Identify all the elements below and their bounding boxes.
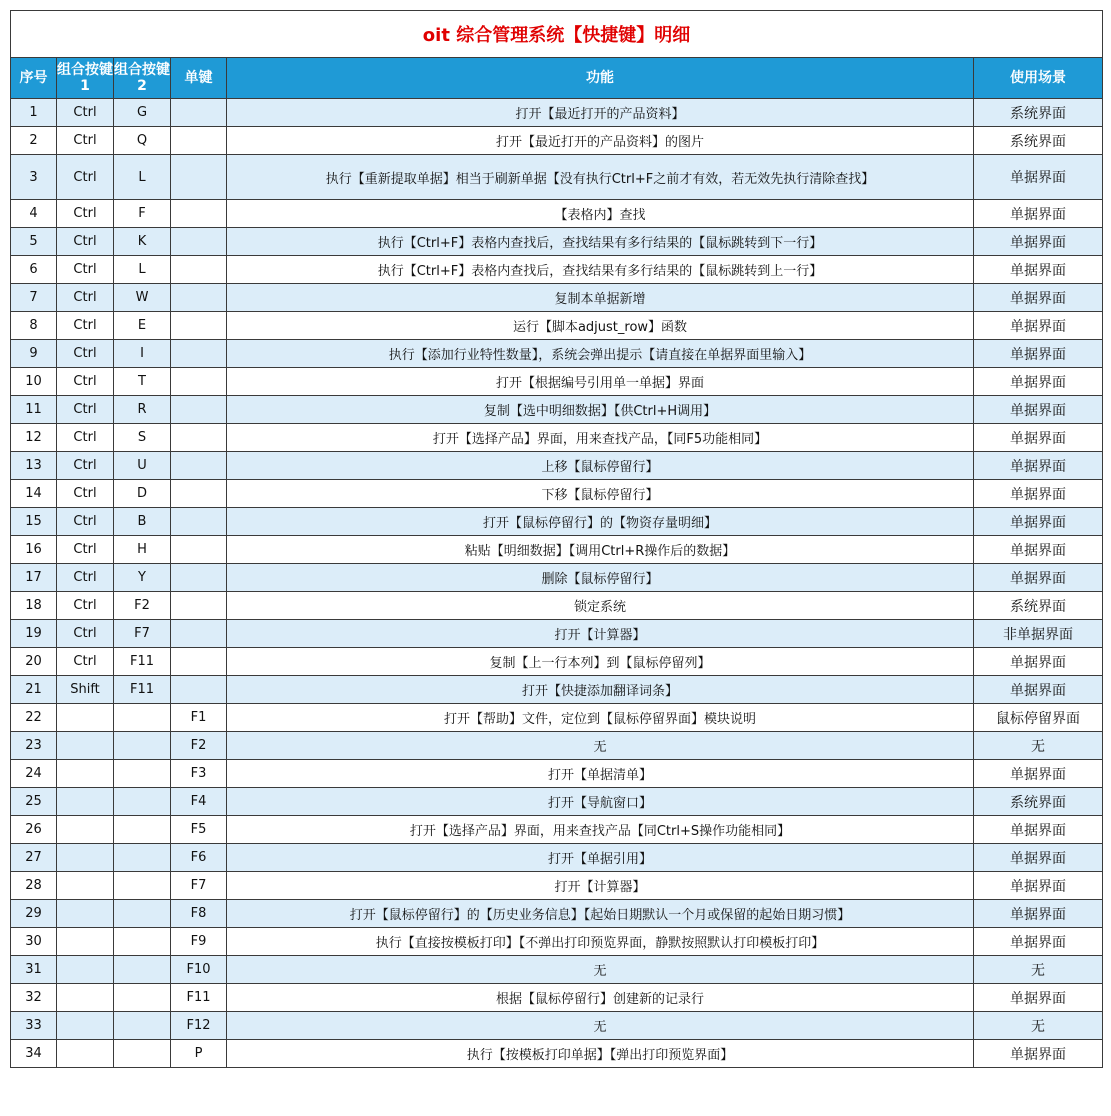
cell-combo-key-1 [57,1012,114,1040]
cell-combo-key-2 [114,984,171,1012]
cell-combo-key-2: T [114,368,171,396]
cell-usage-scene: 单据界面 [974,1040,1103,1068]
sheet-title: oit 综合管理系统【快捷键】明细 [11,11,1103,58]
table-row [11,1040,1103,1068]
cell-no: 2 [11,127,57,155]
cell-combo-key-2: G [114,99,171,127]
cell-combo-key-2: U [114,452,171,480]
cell-function: 无 [227,1012,974,1040]
cell-usage-scene: 单据界面 [974,284,1103,312]
table-row [11,760,1103,788]
table-row [11,732,1103,760]
cell-no: 20 [11,648,57,676]
cell-combo-key-1 [57,788,114,816]
cell-usage-scene: 单据界面 [974,928,1103,956]
cell-combo-key-2: E [114,312,171,340]
cell-usage-scene: 单据界面 [974,396,1103,424]
cell-usage-scene: 系统界面 [974,788,1103,816]
cell-function: 打开【选择产品】界面，用来查找产品【同Ctrl+S操作功能相同】 [227,816,974,844]
cell-single-key [171,368,227,396]
cell-usage-scene: 单据界面 [974,452,1103,480]
cell-no: 33 [11,1012,57,1040]
cell-function: 执行【Ctrl+F】表格内查找后，查找结果有多行结果的【鼠标跳转到上一行】 [227,256,974,284]
cell-single-key [171,676,227,704]
cell-usage-scene: 鼠标停留界面 [974,704,1103,732]
cell-single-key: F10 [171,956,227,984]
cell-single-key: F12 [171,1012,227,1040]
cell-single-key [171,228,227,256]
cell-single-key [171,508,227,536]
cell-function: 打开【快捷添加翻译词条】 [227,676,974,704]
cell-combo-key-2 [114,872,171,900]
cell-usage-scene: 单据界面 [974,676,1103,704]
table-row [11,648,1103,676]
cell-combo-key-1 [57,704,114,732]
cell-combo-key-1: Ctrl [57,480,114,508]
table-row [11,676,1103,704]
cell-no: 28 [11,872,57,900]
cell-single-key: F5 [171,816,227,844]
cell-usage-scene: 单据界面 [974,312,1103,340]
cell-combo-key-1: Ctrl [57,592,114,620]
cell-combo-key-1: Ctrl [57,620,114,648]
cell-usage-scene: 单据界面 [974,900,1103,928]
cell-no: 7 [11,284,57,312]
cell-combo-key-1 [57,760,114,788]
cell-combo-key-2 [114,760,171,788]
cell-usage-scene: 单据界面 [974,564,1103,592]
table-row [11,452,1103,480]
cell-function: 无 [227,956,974,984]
cell-usage-scene: 无 [974,1012,1103,1040]
table-row [11,256,1103,284]
shortcut-sheet [10,10,1102,1068]
cell-combo-key-1: Shift [57,676,114,704]
cell-combo-key-1: Ctrl [57,648,114,676]
cell-single-key [171,648,227,676]
cell-function: 删除【鼠标停留行】 [227,564,974,592]
cell-combo-key-2 [114,816,171,844]
cell-usage-scene: 单据界面 [974,256,1103,284]
cell-function: 根据【鼠标停留行】创建新的记录行 [227,984,974,1012]
table-row [11,984,1103,1012]
cell-combo-key-1: Ctrl [57,99,114,127]
cell-single-key [171,620,227,648]
cell-single-key [171,200,227,228]
cell-single-key [171,284,227,312]
cell-no: 17 [11,564,57,592]
cell-function: 执行【重新提取单据】相当于刷新单据【没有执行Ctrl+F之前才有效，若无效先执行清除查找】 [227,155,974,200]
cell-single-key [171,340,227,368]
table-row [11,155,1103,200]
cell-usage-scene: 单据界面 [974,368,1103,396]
cell-function: 打开【鼠标停留行】的【历史业务信息】【起始日期默认一个月或保留的起始日期习惯】 [227,900,974,928]
cell-single-key: F2 [171,732,227,760]
header-single-key: 单键 [171,58,227,99]
cell-usage-scene: 系统界面 [974,592,1103,620]
cell-no: 12 [11,424,57,452]
cell-combo-key-1: Ctrl [57,368,114,396]
cell-single-key: F7 [171,872,227,900]
cell-function: 打开【最近打开的产品资料】的图片 [227,127,974,155]
cell-no: 22 [11,704,57,732]
cell-no: 31 [11,956,57,984]
cell-single-key: F8 [171,900,227,928]
cell-function: 执行【直接按模板打印】【不弹出打印预览界面，静默按照默认打印模板打印】 [227,928,974,956]
cell-no: 5 [11,228,57,256]
cell-usage-scene: 系统界面 [974,99,1103,127]
cell-combo-key-1 [57,900,114,928]
cell-combo-key-1: Ctrl [57,452,114,480]
cell-usage-scene: 单据界面 [974,648,1103,676]
cell-single-key [171,564,227,592]
cell-single-key [171,99,227,127]
cell-no: 29 [11,900,57,928]
cell-combo-key-1 [57,956,114,984]
cell-single-key [171,536,227,564]
cell-no: 26 [11,816,57,844]
cell-combo-key-1: Ctrl [57,256,114,284]
cell-combo-key-2 [114,928,171,956]
cell-single-key [171,256,227,284]
cell-no: 8 [11,312,57,340]
cell-function: 上移【鼠标停留行】 [227,452,974,480]
table-row [11,508,1103,536]
cell-combo-key-2 [114,788,171,816]
cell-usage-scene: 单据界面 [974,480,1103,508]
cell-usage-scene: 单据界面 [974,844,1103,872]
cell-combo-key-2: F11 [114,676,171,704]
cell-no: 1 [11,99,57,127]
cell-function: 复制【上一行本列】到【鼠标停留列】 [227,648,974,676]
cell-function: 打开【最近打开的产品资料】 [227,99,974,127]
cell-function: 打开【计算器】 [227,872,974,900]
cell-no: 21 [11,676,57,704]
cell-single-key [171,396,227,424]
cell-single-key [171,424,227,452]
cell-usage-scene: 单据界面 [974,816,1103,844]
table-row [11,620,1103,648]
cell-combo-key-2: K [114,228,171,256]
cell-single-key [171,480,227,508]
cell-combo-key-2: F2 [114,592,171,620]
cell-single-key: F6 [171,844,227,872]
table-row [11,284,1103,312]
cell-no: 18 [11,592,57,620]
cell-single-key [171,452,227,480]
cell-combo-key-2: F11 [114,648,171,676]
cell-combo-key-1: Ctrl [57,155,114,200]
cell-combo-key-1: Ctrl [57,127,114,155]
cell-no: 9 [11,340,57,368]
table-row [11,788,1103,816]
cell-combo-key-1: Ctrl [57,228,114,256]
cell-combo-key-1 [57,1040,114,1068]
table-row [11,816,1103,844]
cell-function: 【表格内】查找 [227,200,974,228]
table-row [11,928,1103,956]
cell-single-key [171,127,227,155]
cell-combo-key-2: Y [114,564,171,592]
cell-function: 下移【鼠标停留行】 [227,480,974,508]
cell-single-key: F3 [171,760,227,788]
cell-no: 11 [11,396,57,424]
cell-combo-key-2: S [114,424,171,452]
cell-function: 锁定系统 [227,592,974,620]
cell-combo-key-2 [114,1012,171,1040]
table-row [11,424,1103,452]
table-row [11,99,1103,127]
header-row [11,58,1103,99]
cell-no: 27 [11,844,57,872]
cell-combo-key-2: D [114,480,171,508]
table-row [11,872,1103,900]
cell-combo-key-2 [114,900,171,928]
cell-usage-scene: 单据界面 [974,228,1103,256]
cell-no: 23 [11,732,57,760]
cell-function: 复制本单据新增 [227,284,974,312]
cell-combo-key-2: L [114,256,171,284]
cell-no: 3 [11,155,57,200]
cell-function: 打开【单据清单】 [227,760,974,788]
cell-no: 30 [11,928,57,956]
cell-no: 15 [11,508,57,536]
cell-usage-scene: 系统界面 [974,127,1103,155]
cell-function: 复制【选中明细数据】【供Ctrl+H调用】 [227,396,974,424]
cell-no: 14 [11,480,57,508]
table-row [11,228,1103,256]
cell-combo-key-1 [57,732,114,760]
cell-function: 打开【鼠标停留行】的【物资存量明细】 [227,508,974,536]
cell-usage-scene: 无 [974,732,1103,760]
cell-combo-key-2 [114,1040,171,1068]
table-row [11,200,1103,228]
cell-combo-key-2: L [114,155,171,200]
cell-function: 打开【计算器】 [227,620,974,648]
cell-usage-scene: 单据界面 [974,872,1103,900]
cell-combo-key-1: Ctrl [57,200,114,228]
cell-combo-key-1 [57,928,114,956]
table-row [11,564,1103,592]
cell-function: 执行【按模板打印单据】【弹出打印预览界面】 [227,1040,974,1068]
cell-single-key: F1 [171,704,227,732]
cell-no: 6 [11,256,57,284]
header-combo-key-2: 组合按键2 [114,58,171,99]
header-function: 功能 [227,58,974,99]
cell-usage-scene: 单据界面 [974,508,1103,536]
shortcut-table [10,10,1103,1068]
cell-no: 32 [11,984,57,1012]
header-no: 序号 [11,58,57,99]
header-combo-key-1: 组合按键1 [57,58,114,99]
table-row [11,480,1103,508]
cell-function: 无 [227,732,974,760]
cell-no: 10 [11,368,57,396]
cell-no: 4 [11,200,57,228]
cell-usage-scene: 单据界面 [974,155,1103,200]
cell-combo-key-2: Q [114,127,171,155]
cell-combo-key-1: Ctrl [57,340,114,368]
cell-combo-key-2: H [114,536,171,564]
cell-combo-key-2 [114,732,171,760]
cell-combo-key-2 [114,704,171,732]
table-row [11,536,1103,564]
cell-function: 运行【脚本adjust_row】函数 [227,312,974,340]
cell-usage-scene: 单据界面 [974,200,1103,228]
cell-single-key [171,312,227,340]
table-row [11,396,1103,424]
cell-combo-key-1: Ctrl [57,564,114,592]
cell-no: 24 [11,760,57,788]
table-row [11,340,1103,368]
cell-combo-key-1: Ctrl [57,536,114,564]
cell-single-key [171,592,227,620]
table-row [11,704,1103,732]
table-row [11,592,1103,620]
table-row [11,1012,1103,1040]
cell-usage-scene: 单据界面 [974,984,1103,1012]
cell-combo-key-1 [57,872,114,900]
cell-function: 打开【单据引用】 [227,844,974,872]
cell-combo-key-2: F7 [114,620,171,648]
table-row [11,844,1103,872]
cell-usage-scene: 非单据界面 [974,620,1103,648]
cell-function: 执行【Ctrl+F】表格内查找后，查找结果有多行结果的【鼠标跳转到下一行】 [227,228,974,256]
header-usage-scene: 使用场景 [974,58,1103,99]
cell-combo-key-1: Ctrl [57,508,114,536]
cell-no: 13 [11,452,57,480]
table-row [11,900,1103,928]
cell-combo-key-2: F [114,200,171,228]
cell-usage-scene: 单据界面 [974,760,1103,788]
cell-single-key: F9 [171,928,227,956]
table-row [11,368,1103,396]
cell-combo-key-1 [57,984,114,1012]
cell-single-key: F11 [171,984,227,1012]
cell-usage-scene: 无 [974,956,1103,984]
cell-no: 34 [11,1040,57,1068]
cell-function: 打开【导航窗口】 [227,788,974,816]
cell-combo-key-2: B [114,508,171,536]
cell-no: 16 [11,536,57,564]
cell-combo-key-2 [114,956,171,984]
cell-usage-scene: 单据界面 [974,424,1103,452]
cell-combo-key-1 [57,844,114,872]
cell-combo-key-1: Ctrl [57,284,114,312]
cell-single-key: P [171,1040,227,1068]
cell-combo-key-2 [114,844,171,872]
cell-function: 打开【帮助】文件，定位到【鼠标停留界面】模块说明 [227,704,974,732]
cell-function: 执行【添加行业特性数量】，系统会弹出提示【请直接在单据界面里输入】 [227,340,974,368]
cell-function: 打开【选择产品】界面，用来查找产品，【同F5功能相同】 [227,424,974,452]
table-row [11,127,1103,155]
table-row [11,956,1103,984]
cell-combo-key-1: Ctrl [57,424,114,452]
title-row [11,11,1103,58]
cell-function: 打开【根据编号引用单一单据】界面 [227,368,974,396]
cell-function: 粘贴【明细数据】【调用Ctrl+R操作后的数据】 [227,536,974,564]
cell-usage-scene: 单据界面 [974,536,1103,564]
cell-combo-key-1: Ctrl [57,312,114,340]
cell-usage-scene: 单据界面 [974,340,1103,368]
cell-combo-key-2: R [114,396,171,424]
table-row [11,312,1103,340]
cell-combo-key-1: Ctrl [57,396,114,424]
cell-single-key: F4 [171,788,227,816]
cell-single-key [171,155,227,200]
cell-combo-key-2: I [114,340,171,368]
cell-combo-key-2: W [114,284,171,312]
cell-combo-key-1 [57,816,114,844]
cell-no: 25 [11,788,57,816]
cell-no: 19 [11,620,57,648]
